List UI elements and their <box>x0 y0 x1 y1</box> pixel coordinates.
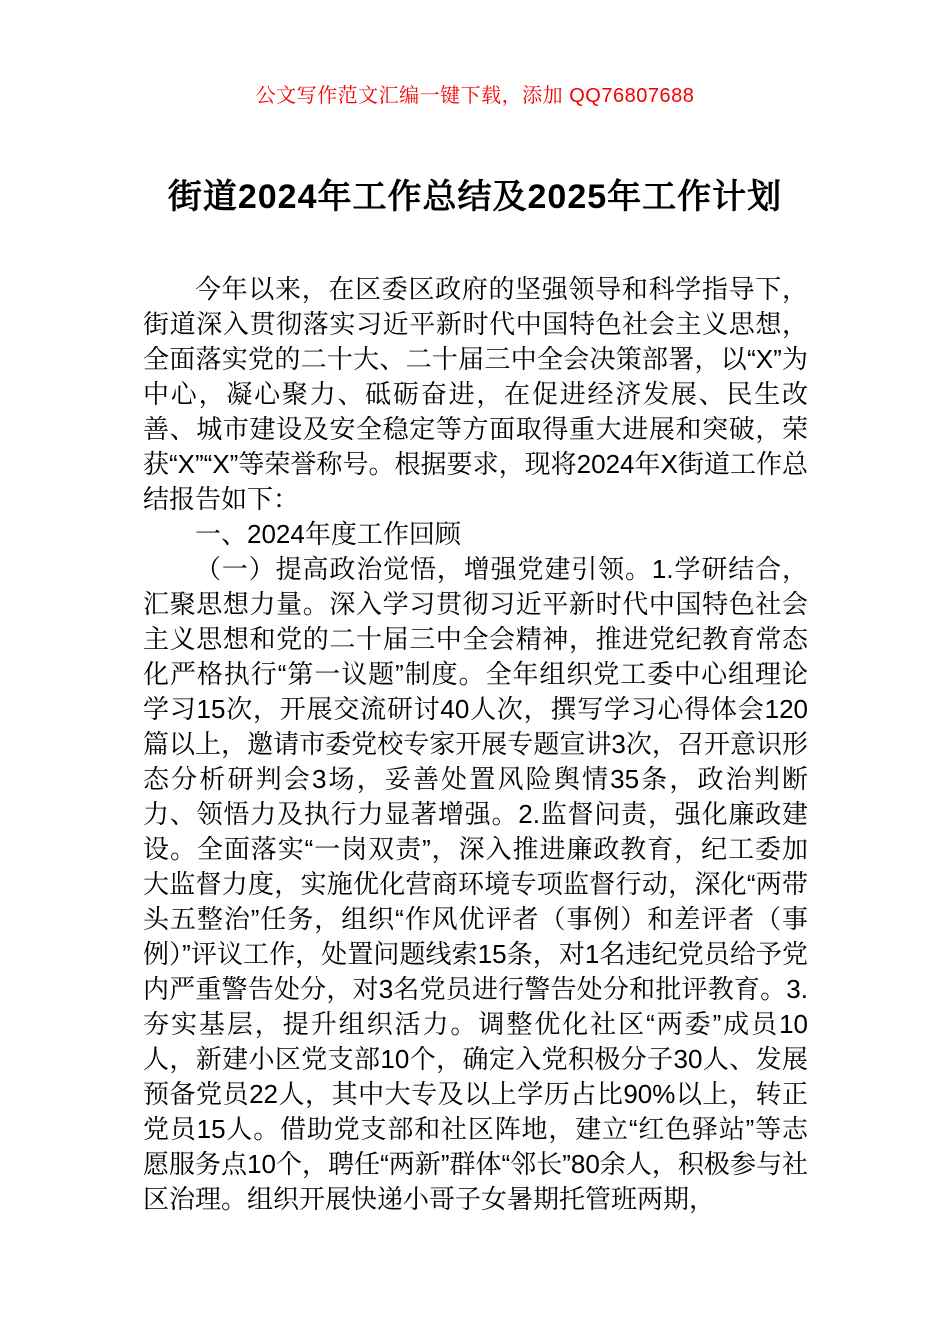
document-title: 街道2024年工作总结及2025年工作计划 <box>167 178 783 216</box>
paragraph-intro: 今年以来，在区委区政府的坚强领导和科学指导下，街道深入贯彻落实习近平新时代中国特色社会主义思想，全面落实党的二十大、二十届三中全会决策部署，以“X”为中心，凝心聚力、砥砺奋进，在促进经济发展、民生改善、城市建设及安全稳定等方面取得重大进展和突破，荣获“X”“X”等荣誉称号。根据要求，现将2024年X街道工作总结报告如下： <box>143 274 808 514</box>
promo-notice-text: 公文写作范文汇编一键下载，添加 QQ76807688 <box>255 85 695 107</box>
document-body <box>143 272 808 1217</box>
paragraph-section-one: （一）提高政治觉悟，增强党建引领。1.学研结合，汇聚思想力量。深入学习贯彻习近平新时代中国特色社会主义思想和党的二十届三中全会精神，推进党纪教育常态化严格执行“第一议题”制度。全年组织党工委中心组理论学习15次，开展交流研讨40人次，撰写学习心得体会120篇以上，邀请市委党校专家开展专题宣讲3次，召开意识形态分析研判会3场，妥善处置风险舆情35条，政治判断力、领悟力及执行力显著增强。2.监督问责，强化廉政建设。全面落实“一岗双责”，深入推进廉政教育，纪工委加大监督力度，实施优化营商环境专项监督行动，深化“两带头五整治”任务，组织“作风优评者（事例）和差评者（事例）”评议工作，处置问题线索15条，对1名违纪党员给予党内严重警告处分，对3名党员进行警告处分和批评教育。3.夯实基层，提升组织活力。调整优化社区“两委”成员10人，新建小区党支部10个，确定入党积极分子30人、发展预备党员22人，其中大专及以上学历占比90%以上，转正党员15人。借助党支部和社区阵地，建立“红色驿站”等志愿服务点10个，聘任“两新”群体“邻长”80余人，积极参与社区治理。组织开展快递小哥子女暑期托管班两期， <box>143 554 808 1214</box>
section-heading-2024-review: 一、2024年度工作回顾 <box>195 519 461 549</box>
